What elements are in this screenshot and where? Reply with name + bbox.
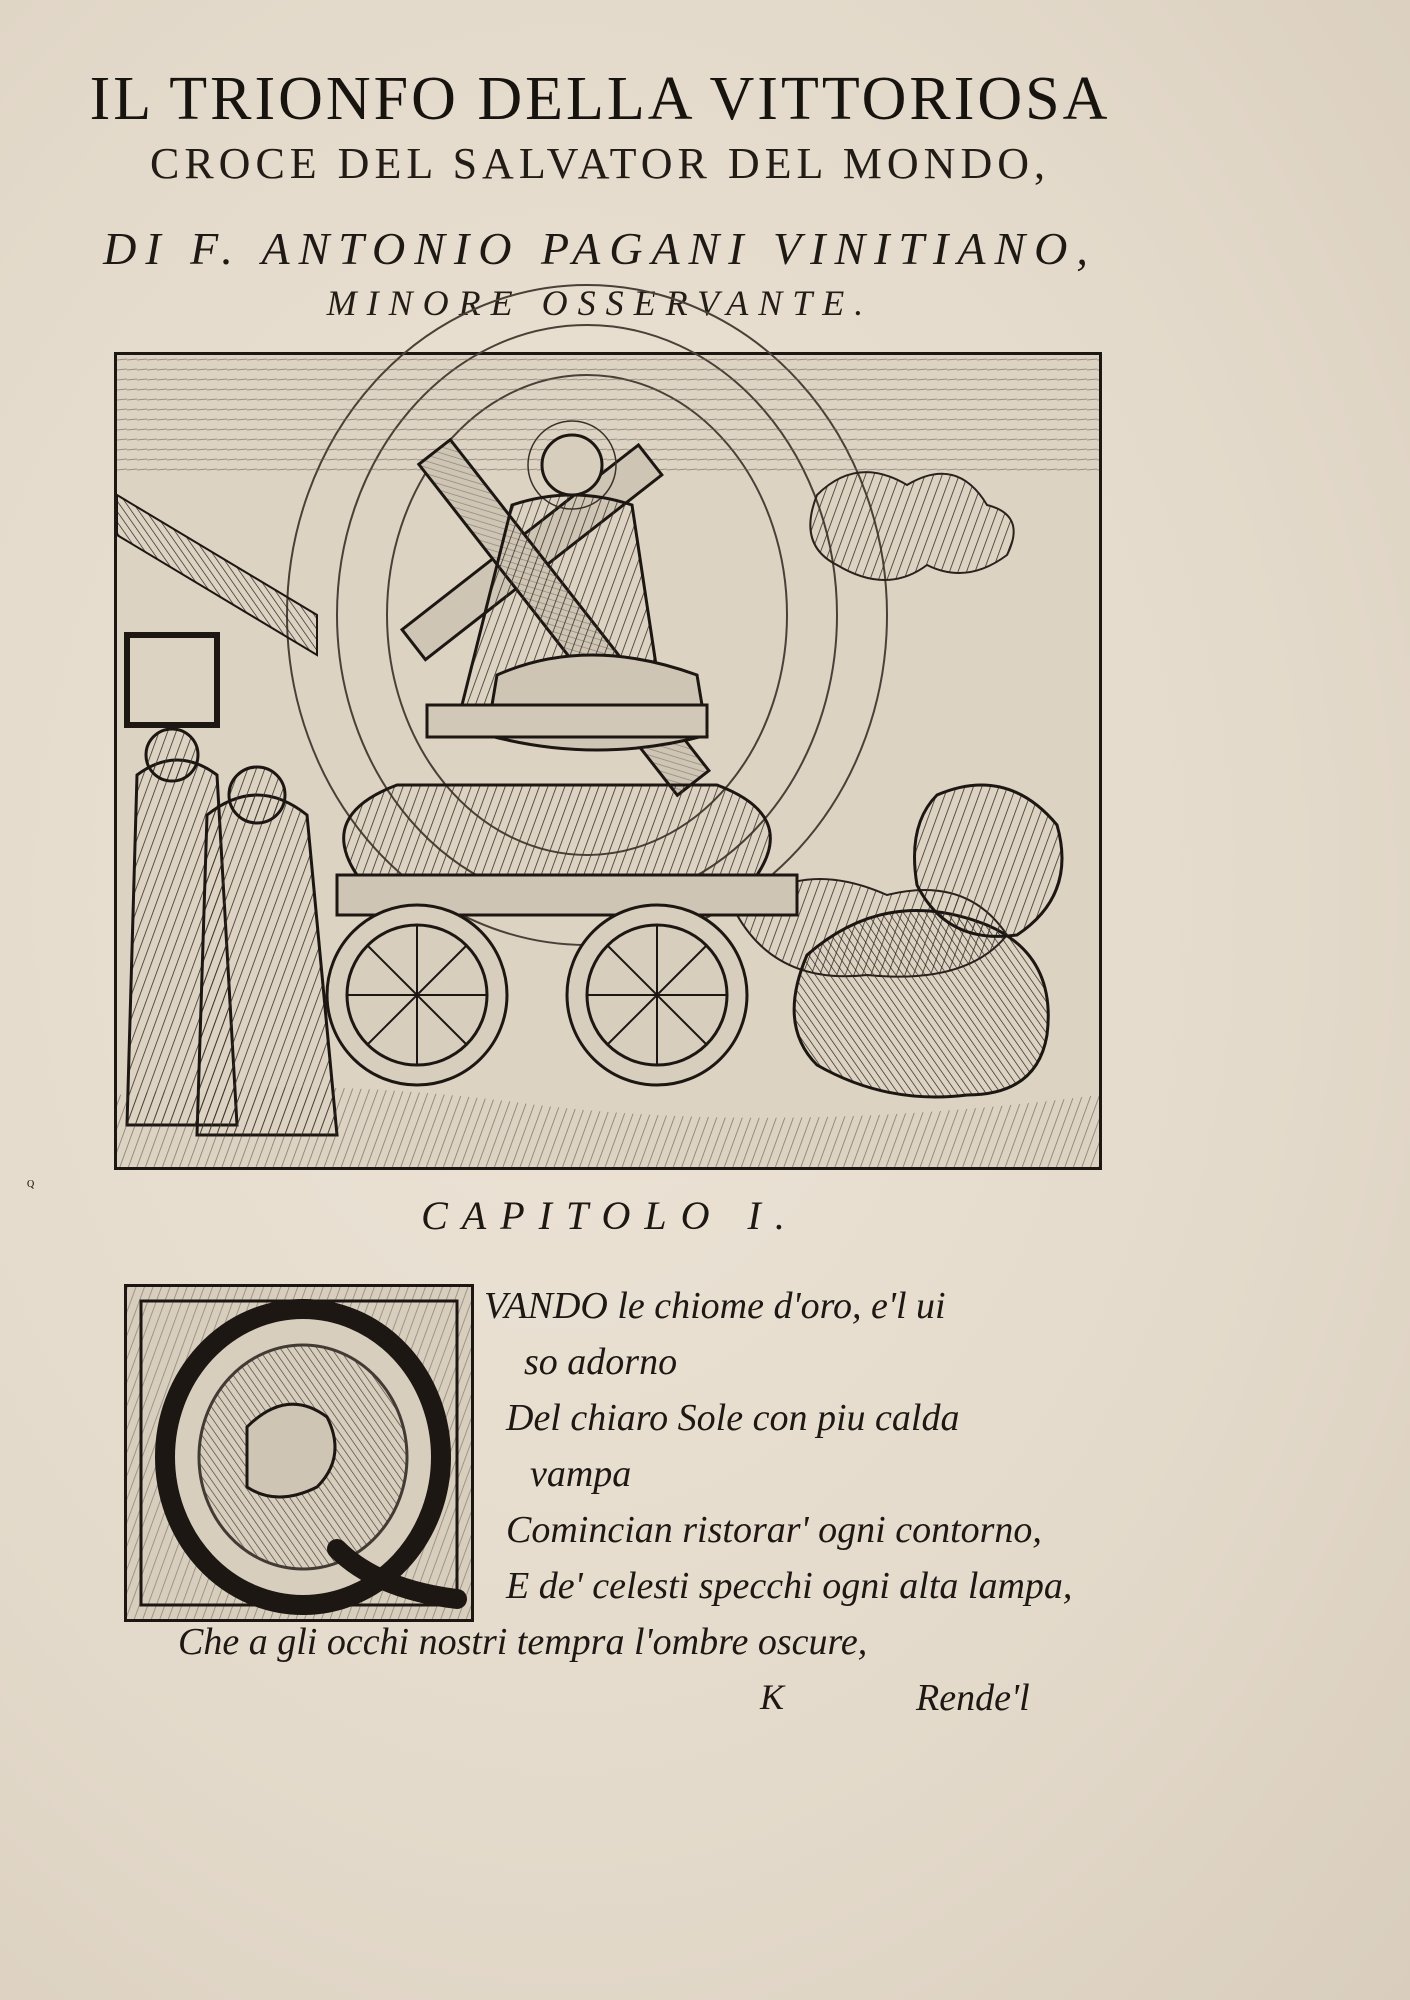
- poem-line-5: Comincian ristorar' ogni contorno,: [506, 1509, 1042, 1551]
- poem-line-1: VANDO le chiome d'oro, e'l ui: [484, 1285, 946, 1327]
- woodcut-triumph-of-the-cross-icon: [117, 355, 1099, 1167]
- religious-order-line: MINORE OSSERVANTE.: [326, 283, 874, 323]
- poem-line-7: Che a gli occhi nostri tempra l'ombre oscure,: [178, 1621, 868, 1663]
- title-line-2: CROCE DEL SALVATOR DEL MONDO,: [149, 139, 1050, 188]
- historiated-initial-q-icon: [27, 1179, 471, 1619]
- initial-letter: Q: [27, 1179, 35, 1190]
- decorated-initial: [27, 1179, 474, 1622]
- title-line-1: IL TRIONFO DELLA VITTORIOSA: [89, 65, 1111, 133]
- poem-line-6: E de' celesti specchi ogni alta lampa,: [506, 1565, 1073, 1607]
- chapter-heading: CAPITOLO I.: [421, 1193, 799, 1238]
- author-line: DI F. ANTONIO PAGANI VINITIANO,: [103, 223, 1097, 274]
- signature-mark: K: [760, 1677, 785, 1717]
- poem-line-4: vampa: [530, 1453, 632, 1495]
- catchword: Rende'l: [916, 1677, 1030, 1719]
- woodcut-illustration: [114, 352, 1102, 1170]
- poem-line-3: Del chiaro Sole con piu calda: [506, 1397, 960, 1439]
- poem-line-2: so adorno: [524, 1341, 678, 1383]
